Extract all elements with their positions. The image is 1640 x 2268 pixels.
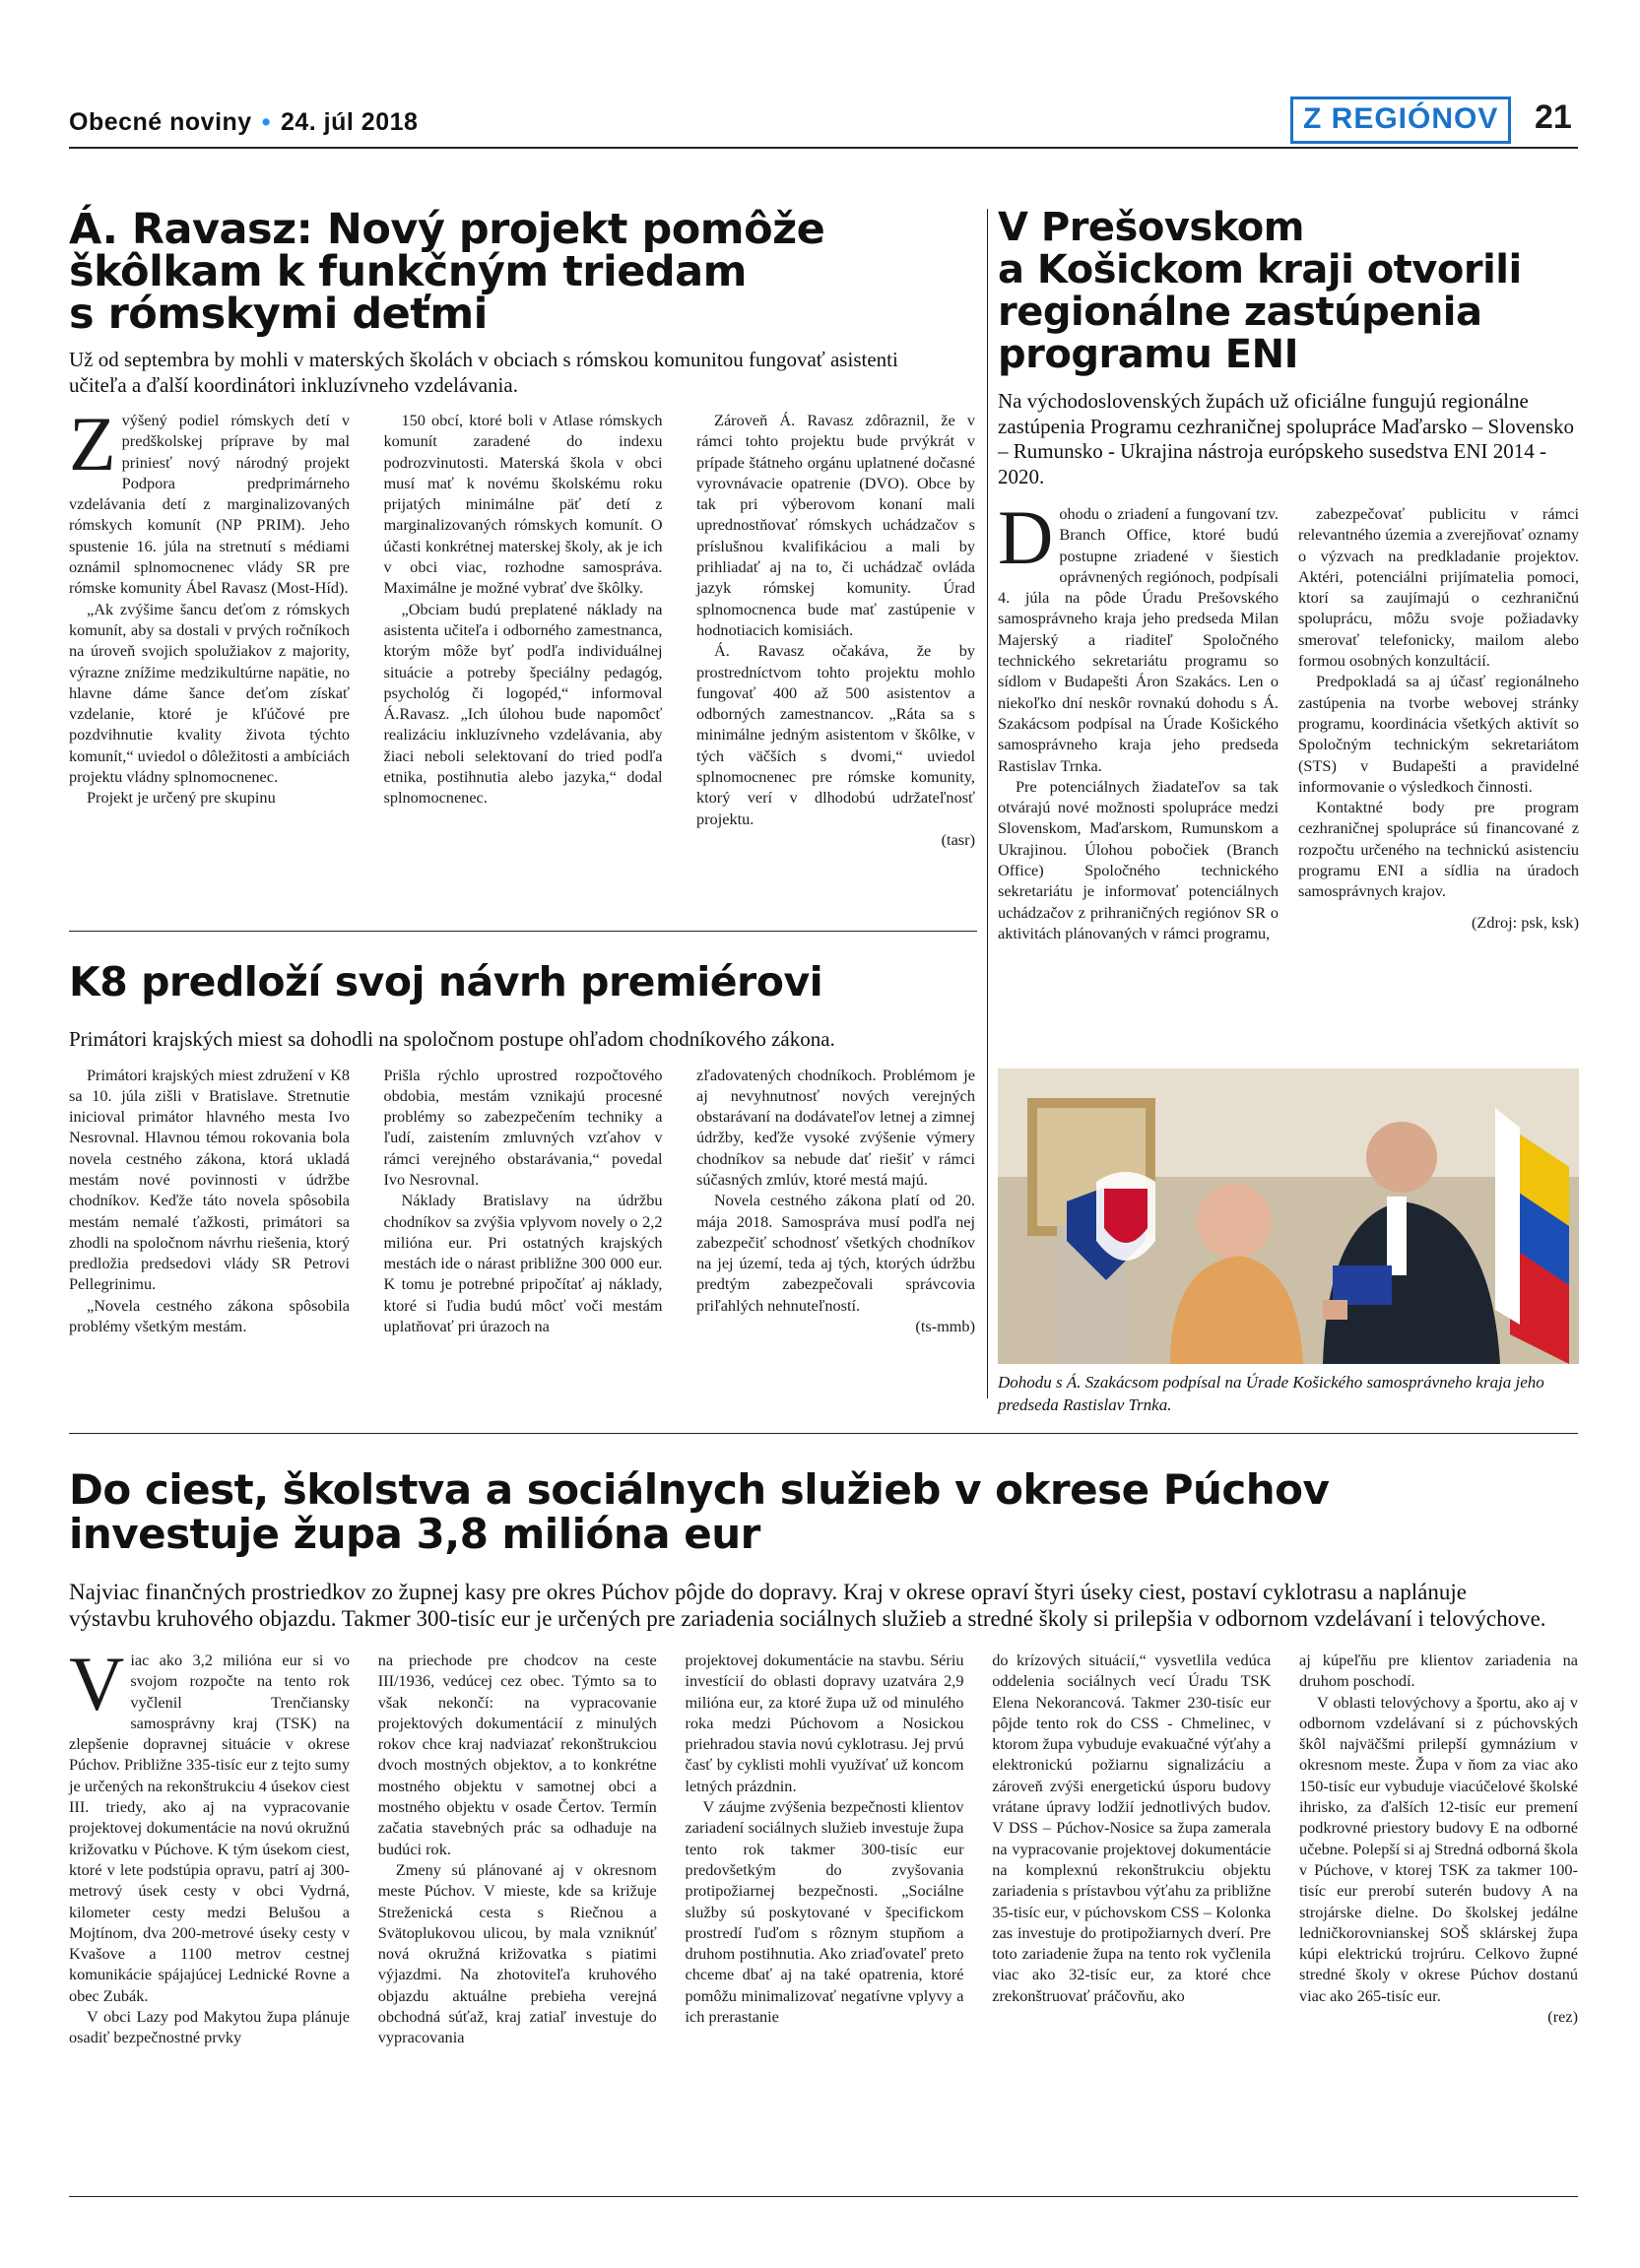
column [992, 1650, 1271, 2048]
article-k8 [69, 960, 975, 1336]
column [696, 410, 975, 850]
paragraph: Dohodu o zriadení a fungovaní tzv. Branch Office, ktoré budú postupne zriadené v šiestich oprávnených regiónoch, podpísali 4. júla na pôde Úradu Prešovského samosprávneho kraja jeho predseda Milan Majerský a riaditeľ Spoločného technického sekretariátu programu so sídlom v Budapešti Áron Szakács. Len o niekoľko dní neskôr rovnakú dohodu s Á. Szakácsom podpísal na Úrade Košického samosprávneho kraja jeho predseda Rastislav Trnka. [998, 494, 1279, 775]
paragraph: 150 obcí, ktoré boli v Atlase rómskych komunít zaradené do indexu podrozvinutosti. Materská škola v obci musí mať k novému školskému roku prijatých minimálne päť detí z marginalizovaných rómskych komunít. O účasti konkrétnej materskej školy, ak je ich v obci viac, rozhodne samospráva. Maximálne je možné vybrať dve škôlky. [383, 411, 663, 598]
paragraph: Náklady Bratislavy na údržbu chodníkov sa zvýšia vplyvom novely o 2,2 milióna eur. Pri ostatných krajských mestách ide o nárast približne 300 000 eur. K tomu je potrebné pripočítať aj náklady, ktoré si ľudia budú môcť voči mestám uplatňovať pri úrazoch na [383, 1191, 663, 1336]
section-tag: Z REGIÓNOV [1290, 97, 1511, 144]
column [998, 494, 1279, 943]
title-line: a Košickom kraji otvorili [998, 247, 1522, 292]
article-columns [69, 401, 975, 850]
masthead [69, 108, 418, 137]
column [69, 1641, 350, 2048]
paragraph: do krízových situácií,“ vysvetlila vedúca oddelenia sociálnych vecí Úradu TSK Elena Nekorancová. Takmer 230-tisíc eur pôjde tento rok do CSS - Chmelinec, v ktorom župa vybuduje evakuačné výťahy a elektronickú požiarnu signalizáciu a zároveň zvýši energetickú úsporu budovy vrátane úpravy lodžií jednotlivých budov. V DSS – Púchov-Nosice sa župa zamerala na vypracovanie projektovej dokumentácie na komplexnú rekonštrukciu objektu zariadenia s prístavbou výťahu za približne 35-tisíc eur, v púchovskom CSS – Kolonka zas investuje do protipožiarnych dverí. Pre toto zariadenie župa na tento rok vyčlenila viac ako 32-tisíc eur, za ktoré chce zrekonštruovať práčovňu, ako [992, 1651, 1272, 2005]
article-lede: Na východoslovenských župách už oficiálne fungujú regionálne zastúpenia Programu cezhraničnej spolupráce Maďarsko – Slovensko – Rumunsko - Ukrajina nástroja európskeho susedstva ENI 2014 - 2020. [998, 389, 1575, 488]
title-line: škôlkam k funkčným triedam [69, 247, 747, 296]
paragraph: Novela cestného zákona platí od 20. mája 2018. Samospráva musí podľa nej zabezpečiť schodnosť všetkých chodníkov na jej území, teda aj tých, ktorých údržbu predtým zabezpečovali správcovia priľahlých nehnuteľností. [696, 1191, 975, 1315]
signing-photo [998, 1069, 1579, 1364]
photo-caption: Dohodu s Á. Szakácsom podpísal na Úrade Košického samosprávneho kraja jeho predseda Rastislav Trnka. [998, 1373, 1544, 1414]
title-line: Á. Ravasz: Nový projekt pomôže [69, 205, 825, 254]
title-line: regionálne zastúpenia [998, 290, 1482, 335]
paragraph: Zmeny sú plánované aj v okresnom meste Púchov. V mieste, kde sa križuje Streženická cesta s Riečnou a Svätoplukovou ulicou, by mala vzniknúť nová okružná križovatka s piatimi výjazdmi. Na zhotoviteľa kruhového objazdu aktuálne prebieha verejná obchodná súťaž, kraj zatiaľ investuje do vypracovania [377, 1859, 657, 2047]
paragraph: V záujme zvýšenia bezpečnosti klientov zariadení sociálnych služieb investuje župa tento rok takmer 300-tisíc eur predovšetkým do zvyšovania protipožiarnej bezpečnosti. „Sociálne služby sú poskytované v špecifickom prostredí ľuďom s rôznym stupňom a druhom postihnutia. Ako zriaďovateľ preto chceme dbať aj na také opatrenia, ktoré pomôžu minimalizovať negatívne vplyvy a ich prerastanie [685, 1797, 964, 2027]
paragraph: „Novela cestného zákona spôsobila problémy všetkým mestám. [69, 1295, 350, 1336]
article-columns [69, 1065, 975, 1337]
paragraph: Prišla rýchlo uprostred rozpočtového obdobia, mestám vznikajú procesné problémy so zabezpečením techniky a ľudí, zaistením zmluvných vzťahov v rámci verejného obstarávania,“ povedal Ivo Nesrovnal. [383, 1065, 663, 1189]
column [696, 1065, 975, 1337]
author-signature: (ts-mmb) [915, 1317, 975, 1336]
article-lede: Primátori krajských miest sa dohodli na spoločnom postupe ohľadom chodníkového zákona. [69, 1027, 835, 1051]
footer-rule [69, 2196, 1578, 2197]
title-line: Do ciest, školstva a sociálnych služieb v okrese Púchov [69, 1465, 1330, 1514]
separator-dot: • [261, 108, 271, 136]
paragraph: Á. Ravasz očakáva, že by prostredníctvom tohto projektu mohlo fungovať 400 až 500 asistentov a odborných zamestnancov. „Ráta sa s minimálne jedným asistentom v škôlke, v tých väčších s dvomi,“ uviedol splnomocnenec pre rómske komunity, ktorý verí v dlhodobú udržateľnosť projektu. [696, 641, 975, 828]
paragraph: na priechode pre chodcov na ceste III/1936, vedúcej cez obec. Týmto sa to však nekončí: na vypracovanie projektových dokumentácií z minulých rokov chce kraj nadviazať rekonštrukciou dvoch mostných objektov, a to konkrétne mostného objektu v samotnej obci a mostného objektu v osade Čertov. Termín začatia stavebných prác sa odhaduje na budúci rok. [377, 1651, 657, 1858]
drop-cap: D [998, 494, 1054, 580]
article-ravasz [69, 205, 975, 850]
article-columns [998, 494, 1579, 943]
article-puchov [69, 1467, 1578, 2048]
column [384, 1065, 663, 1337]
paragraph: aj kúpeľňu pre klientov zariadenia na druhom poschodí. [1299, 1651, 1578, 1691]
article-columns [69, 1641, 1578, 2048]
column [1298, 503, 1579, 943]
page-number: 21 [1535, 98, 1572, 136]
paragraph: Projekt je určený pre skupinu [87, 788, 276, 808]
title-line: s rómskymi deťmi [69, 290, 488, 339]
drop-cap: Z [69, 401, 116, 486]
paragraph: V oblasti telovýchovy a športu, ako aj v odbornom vzdelávaní si z púchovských škôl najväčšmi prilepší gymnázium v okresnom meste. Župa v ňom za viac ako 150-tisíc eur vybuduje viacúčelové školské ihrisko, za ďalších 12-tisíc eur premení podkrovné priestory budovy E na odborné učebne. Polepší si aj Stredná odborná škola v Púchove, v ktorej TSK za takmer 100-tisíc eur prerobí suterén budovy A na strojárske dielne. Do školskej jedálne ledničkorovnianskej SOŠ sklárskej župa kúpi elektrickú trojrúru. Celkovo župné stredné školy v okrese Púchov dostanú viac ako 265-tisíc eur. [1299, 1692, 1578, 2005]
title-line: investuje župa 3,8 milióna eur [69, 1510, 760, 1558]
paragraph: „Ak zvýšime šancu deťom z rómskych komunít, aby sa dostali v prvých ročníkoch na úroveň svojich spolužiakov z majority, výrazne znížime medzikultúrne napätie, no hlavne dáme šance deťom získať vzdelanie, ktoré je kľúčové pre pozdvihnutie kvality života týchto komunít,“ uviedol o dôležitosti a ambíciách projektu vládny splnomocnenec. [69, 599, 350, 787]
issue-date: 24. júl 2018 [280, 108, 419, 136]
column [384, 410, 663, 850]
article-lede: Už od septembra by mohli v materských školách v obciach s rómskou komunitou fungovať asistenti učiteľa a ďalší koordinátori inkluzívneho vzdelávania. [69, 348, 898, 397]
column [378, 1650, 657, 2048]
column [686, 1650, 964, 2048]
paragraph: projektovej dokumentácie na stavbu. Sériu investícií do oblasti dopravy uzatvára 2,9 milióna eur, za ktoré župa už od minulého roka medzi Púchovom a Nosickou priehradou stavia novú cyklotrasu. Jej prvú časť by cyklisti mohli využívať už koncom letných prázdnin. [685, 1651, 964, 1795]
title-line: V Prešovskom [998, 205, 1304, 250]
author-signature: (rez) [1547, 2007, 1578, 2027]
paragraph: Predpokladá sa aj účasť regionálneho zastúpenia na tvorbe webovej stránky programu, koordinácia všetkých aktivít so Spoločným technickým sekretariátom (STS) v Budapešti a pravidelné informovanie o výsledkoch činnosti. [1298, 672, 1579, 796]
signing-photo-illustration [998, 1069, 1579, 1364]
article-title: K8 predloží svoj návrh premiérovi [69, 958, 823, 1005]
paragraph: Viac ako 3,2 milióna eur si vo svojom rozpočte na tento rok vyčlenil Trenčiansky samosprávny kraj (TSK) na zlepšenie dopravnej situácie v okrese Púchov. Približne 335-tisíc eur z tejto sumy je určených na rekonštrukciu 4 úsekov ciest III. triedy, ako aj na vypracovanie projektovej dokumentácie na novú okružnú križovatku v Púchove. K tým úsekom ciest, ktoré v lete podstúpia opravu, patrí aj 300-metrový úsek cesty v obci Vydrná, kilometer cesty medzi Belušou a Mojtínom, dva 200-metrové úseky cesty v Kvašove a 1100 metrov cestnej komunikácie spájajúcej Lednické Rovne a obec Zubák. [69, 1641, 350, 2005]
paper-name: Obecné noviny [69, 108, 252, 136]
column [69, 1065, 350, 1337]
section-rule [69, 1433, 1578, 1434]
column [1299, 1650, 1578, 2048]
author-signature: (tasr) [941, 829, 975, 849]
header-rule [69, 147, 1578, 149]
article-lede: Najviac finančných prostriedkov zo župnej kasy pre okres Púchov pôjde do dopravy. Kraj v okrese opraví štyri úseky ciest, postaví cyklotrasu a naplánuje výstavbu kruhového objazdu. Takmer 300-tisíc eur je určených pre zariadenia sociálnych služieb a stredné školy si prilepšia v odbornom vzdelávaní i telovýchove. [69, 1580, 1546, 1631]
paragraph: „Obciam budú preplatené náklady na asistenta učiteľa i odborného zamestnanca, ktorým môže byť podľa individuálnej situácie a potreby špeciálny pedagóg, psychológ či logopéd,“ informoval Á.Ravasz. „Ich úlohou bude napomôcť realizáciu inkluzívneho vzdelávania, aby žiaci neboli selektovaní do tried podľa etnika, postihnutia alebo jazyka,“ dodal splnomocnenec. [383, 599, 663, 808]
section-rule [69, 931, 977, 932]
paragraph: zabezpečovať publicitu v rámci relevantného územia a zverejňovať oznamy o výzvach na predkladanie projektov. Aktéri, potenciálni prijímatelia pomoci, ktorí sa zaujímajú o cezhraničnú spoluprácu, môžu svoje požiadavky smerovať telefonicky, mailom alebo formou osobných konzultácií. [1298, 504, 1579, 671]
paragraph: zľadovatených chodníkoch. Problémom je aj nevyhnutnosť nových verejných obstarávaní na dodávateľov letnej a zimnej údržby, keďže vysoké zvýšenie výmery chodníkov sa nebude dať riešiť v rámci súčasných zmlúv, ktoré mestá majú. [696, 1065, 975, 1189]
article-title [998, 207, 1579, 376]
paragraph: V obci Lazy pod Makytou župa plánuje osadiť bezpečnostné prvky [69, 2007, 350, 2047]
paragraph: Primátori krajských miest združení v K8 sa 10. júla zišli v Bratislave. Stretnutie inicioval primátor hlavného mesta Ivo Nesrovnal. Hlavnou témou rokovania bola novela cestného zákona, ktorá ukladá mestám nové povinnosti v údržbe chodníkov. Keďže táto novela spôsobila mestám nemalé ťažkosti, primátori sa zhodli na spoločnom návrhu riešenia, ktorý predložia predsedovi vlády SR Petrovi Pellegrinimu. [69, 1065, 350, 1294]
paragraph: Pre potenciálnych žiadateľov sa tak otvárajú nové možnosti spolupráce medzi Slovenskom, Maďarskom, Rumunskom a Ukrajinou. Úlohou pobočiek (Branch Office) Spoločného technického sekretariátu je informovať potenciálnych uchádzačov z prihraničných regiónov SR o aktivitách plánovaných v rámci programu, [998, 776, 1279, 942]
article-title [69, 205, 975, 339]
paragraph: Zvýšený podiel rómskych detí v predškolskej príprave by mal priniesť nový národný projekt Podpora predprimárneho vzdelávania detí z marginalizovaných rómskych komunít (NP PRIM). Jeho spustenie 16. júla na stretnutí s médiami oznámil splnomocnenec vlády SR pre rómske komunity Ábel Ravasz (Most-Híd). [69, 401, 350, 598]
paragraph: Zároveň Á. Ravasz zdôraznil, že v rámci tohto projektu bude prvýkrát v prípade štátneho orgánu uplatnené dočasné vyrovnávacie opatrenie (DVO). Obce by tak pri výberovom konaní mali uprednostňovať rómskych uchádzačov s príslušnou kvalifikáciou a mali by prihliadať aj na to, či uchádzač ovláda jazyk rómskej komunity. Úrad splnomocnenca bude mať zastúpenie v hodnotiacich komisiách. [696, 411, 975, 639]
title-line: programu ENI [998, 332, 1298, 377]
paragraph: Kontaktné body pre program cezhraničnej spolupráce sú financované z rozpočtu určeného na technickú asistenciu programu ENI a sídlia na úradoch samosprávnych krajov. [1298, 798, 1579, 901]
drop-cap: V [69, 1641, 125, 1726]
author-signature: (Zdroj: psk, ksk) [1472, 912, 1579, 932]
column [69, 401, 350, 850]
column-divider [987, 209, 988, 1398]
article-title [69, 1467, 1578, 1556]
article-eni [998, 207, 1579, 943]
